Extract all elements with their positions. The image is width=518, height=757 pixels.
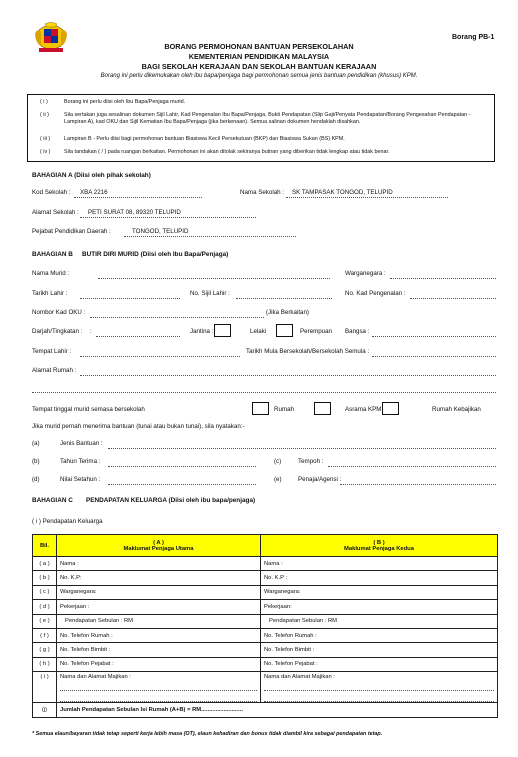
jenis-bantuan-input[interactable] xyxy=(108,448,496,449)
instructions-box: ( i ) Borang ini perlu diisi oleh Ibu Bapa/Penjaga murid. ( ii ) Sila sertakan juga sesalinan dokumen Sijil Lahir, Kad Pengenalan Ibu Bapa/Penjaga, Bukti Pendapatan (Slip Gaji/Penyata Pendapatan/Borang Pengesahan Pendapatan - Lampiran A), kad OKU dan Sijil Kematian Ibu Bapa/Penjaga (jika berkenaan). Semua salinan dokumen hendaklah disahkan. ( iii ) Lampiran B - Perlu diisi bagi permohonan bantuan Biasiswa Kecil Persekutuan (BKP) dan Biasiswa Sukan (BS) KPM. ( iv ) Sila tandakan ( / ) pada ruangan berkaitan. Permohonan ini akan ditolak sekiranya butiran yang diberikan tidak lengkap atau tidak benar. xyxy=(27,94,495,162)
perempuan-label: Perempuan xyxy=(300,328,332,335)
jenis-bantuan-label: Jenis Bantuan : xyxy=(60,440,103,447)
penaja-input[interactable] xyxy=(340,484,496,485)
penaja-label: Penaja/Agensi : xyxy=(298,476,342,483)
header-line-1: BORANG PERMOHONAN BANTUAN PERSEKOLAHAN xyxy=(164,42,354,51)
guardian-a-warganegara-field[interactable]: Warganegara: xyxy=(57,585,261,599)
guardian-b-majikan-field[interactable]: Nama dan Alamat Majikan : xyxy=(261,672,498,703)
rumah-checkbox[interactable] xyxy=(252,402,269,415)
nombor-oku-label: Nombor Kad OKU : xyxy=(32,309,86,316)
item-e-num: (e) xyxy=(274,476,282,483)
ppd-value[interactable]: TONGOD, TELUPID xyxy=(132,228,189,235)
guardian-b-tel-pejabat-field[interactable]: No. Telefon Pejabat : xyxy=(261,657,498,671)
guardian-b-nama-field[interactable]: Nama : xyxy=(261,557,498,571)
darjah-input[interactable] xyxy=(96,336,180,337)
ppd-line xyxy=(124,236,296,237)
guardian-b-pendapatan-field[interactable]: Pendapatan Sebulan : RM xyxy=(261,614,498,628)
section-b-code: BAHAGIAN B xyxy=(32,251,73,258)
tempat-lahir-label: Tempat Lahir : xyxy=(32,348,72,355)
guardian-a-kp-field[interactable]: No. K.P: xyxy=(57,571,261,585)
alamat-rumah-input-2[interactable] xyxy=(32,392,496,393)
table-row: ( f ) No. Telefon Rumah : No. Telefon Rumah : xyxy=(33,628,498,642)
no-sijil-lahir-input[interactable] xyxy=(236,298,332,299)
guardian-a-tel-rumah-field[interactable]: No. Telefon Rumah : xyxy=(57,628,261,642)
tarikh-mula-label: Tarikh Mula Bersekolah/Bersekolah Semula : xyxy=(246,348,370,355)
item-c-num: (c) xyxy=(274,458,282,465)
nama-sekolah-value[interactable]: SK TAMPASAK TONGOD, TELUPID xyxy=(292,189,393,196)
guardian-b-pekerjaan-field[interactable]: Pekerjaan: xyxy=(261,600,498,614)
jantina-label: Jantina : xyxy=(190,328,214,335)
tarikh-lahir-input[interactable] xyxy=(80,298,180,299)
table-row: (j) Jumlah Pendapatan Sebulan Isi Rumah (A+B) = RM.......................... xyxy=(33,703,498,717)
table-row: ( d ) Pekerjaan : Pekerjaan: xyxy=(33,600,498,614)
nama-sekolah-line xyxy=(286,197,448,198)
table-header-row xyxy=(33,535,498,557)
item-d-num: (d) xyxy=(32,476,40,483)
nama-sekolah-label: Nama Sekolah : xyxy=(240,189,285,196)
table-row: ( i ) Nama dan Alamat Majikan : Nama dan Alamat Majikan : xyxy=(33,672,498,703)
table-row: ( g ) No. Telefon Bimbit : No. Telefon Bimbit : xyxy=(33,643,498,657)
section-a-title: BAHAGIAN A (Diisi oleh pihak sekolah) xyxy=(32,172,151,179)
tahun-terima-input[interactable] xyxy=(108,466,256,467)
guardian-a-header: ( A ) Maklumat Penjaga Utama xyxy=(57,535,261,557)
darjah-colon: : xyxy=(90,328,92,335)
table-row: ( b ) No. K.P: No. K.P : xyxy=(33,571,498,585)
rumah-kebajikan-checkbox[interactable] xyxy=(382,402,399,415)
lelaki-checkbox[interactable] xyxy=(214,324,231,337)
item-b-num: (b) xyxy=(32,458,40,465)
warganegara-label: Warganegara : xyxy=(345,270,386,277)
alamat-sekolah-label: Alamat Sekolah : xyxy=(32,209,79,216)
guardian-a-tel-bimbit-field[interactable]: No. Telefon Bimbit : xyxy=(57,643,261,657)
guardian-a-pekerjaan-field[interactable]: Pekerjaan : xyxy=(57,600,261,614)
section-b-title: BUTIR DIRI MURID (Diisi oleh Ibu Bapa/Penjaga) xyxy=(82,251,229,258)
tarikh-mula-input[interactable] xyxy=(372,356,496,357)
tahun-terima-label: Tahun Terima : xyxy=(60,458,101,465)
table-row: ( c ) Warganegara: Warganegara: xyxy=(33,585,498,599)
section-c-code: BAHAGIAN C xyxy=(32,497,73,504)
darjah-label: Darjah/Tingkatan : xyxy=(32,328,83,335)
alamat-rumah-input-1[interactable] xyxy=(80,375,496,376)
alamat-sekolah-line xyxy=(80,217,256,218)
warganegara-input[interactable] xyxy=(390,278,496,279)
jika-berkaitan-note: (Jika Berkaitan) xyxy=(266,309,309,316)
tarikh-lahir-label: Tarikh Lahir : xyxy=(32,290,68,297)
no-sijil-lahir-label: No. Sijil Lahir : xyxy=(190,290,230,297)
alamat-sekolah-value[interactable]: PETI SURAT 08, 89320 TELUPID xyxy=(88,209,181,216)
header-line-3: BAGI SEKOLAH KERAJAAN DAN SEKOLAH BANTUAN KERAJAAN xyxy=(141,62,377,71)
tempoh-label: Tempoh : xyxy=(298,458,324,465)
bil-header: Bil. xyxy=(33,535,57,557)
header-subtitle: Borang ini perlu dikemukakan oleh ibu bapa/penjaga bagi permohonan semua jenis bantuan pendidikan (khusus) KPM. xyxy=(100,73,418,79)
alamat-rumah-label: Alamat Rumah : xyxy=(32,367,77,374)
item-a-num: (a) xyxy=(32,440,40,447)
family-income-table xyxy=(32,534,498,718)
lelaki-label: Lelaki xyxy=(250,328,267,335)
section-c-title: PENDAPATAN KELUARGA (Diisi oleh ibu bapa/penjaga) xyxy=(86,497,256,504)
nama-murid-input[interactable] xyxy=(98,278,330,279)
nilai-setahun-label: Nilai Setahun : xyxy=(60,476,101,483)
table-row: ( h ) No. Telefon Pejabat : No. Telefon Pejabat : xyxy=(33,657,498,671)
guardian-a-majikan-field[interactable]: Nama dan Alamat Majikan : xyxy=(57,672,261,703)
ppd-label: Pejabat Pendidikan Daerah : xyxy=(32,228,111,235)
no-kp-label: No. Kad Pengenalan : xyxy=(345,290,406,297)
guardian-a-nama-field[interactable]: Nama : xyxy=(57,557,261,571)
perempuan-checkbox[interactable] xyxy=(276,324,293,337)
pernah-menerima-text: Jika murid pernah menerima bantuan (tunai atau bukan tunai), sila nyatakan:- xyxy=(32,423,245,430)
nombor-oku-input[interactable] xyxy=(90,317,264,318)
bangsa-input[interactable] xyxy=(372,336,496,337)
guardian-b-kp-field[interactable]: No. K.P : xyxy=(261,571,498,585)
guardian-a-tel-pejabat-field[interactable]: No. Telefon Pejabat : xyxy=(57,657,261,671)
table-row: ( e ) Pendapatan Sebulan : RM Pendapatan Sebulan : RM xyxy=(33,614,498,628)
rumah-kebajikan-label: Rumah Kebajikan xyxy=(432,406,481,413)
kod-sekolah-label: Kod Sekolah : xyxy=(32,189,71,196)
no-kp-input[interactable] xyxy=(410,298,496,299)
form-code: Borang PB-1 xyxy=(452,34,495,41)
header-line-2: KEMENTERIAN PENDIDIKAN MALAYSIA xyxy=(188,52,330,61)
asrama-label: Asrama KPM xyxy=(345,406,382,413)
bangsa-label: Bangsa : xyxy=(345,328,370,335)
footnote: * Semua elaun/bayaran tidak tetap seperti kerja lebih masa (OT), elaun kehadiran dan bonus tidak diambil kira sebagai pendapatan tetap. xyxy=(32,731,383,737)
nilai-setahun-input[interactable] xyxy=(108,484,256,485)
guardian-b-header: ( B ) Maklumat Penjaga Kedua xyxy=(261,535,498,557)
guardian-b-tel-bimbit-field[interactable]: No. Telefon Bimbit : xyxy=(261,643,498,657)
nama-murid-label: Nama Murid : xyxy=(32,270,70,277)
asrama-checkbox[interactable] xyxy=(314,402,331,415)
tempat-lahir-input[interactable] xyxy=(80,356,240,357)
guardian-b-warganegara-field[interactable]: Warganegara: xyxy=(261,585,498,599)
rumah-label: Rumah xyxy=(274,406,294,413)
kod-sekolah-value[interactable]: XBA 2216 xyxy=(80,189,108,196)
pendapatan-keluarga-subtitle: ( i ) Pendapatan Keluarga xyxy=(32,518,103,525)
tempoh-input[interactable] xyxy=(328,466,496,467)
jumlah-pendapatan-field[interactable]: Jumlah Pendapatan Sebulan Isi Rumah (A+B) = RM.......................... xyxy=(57,703,498,717)
tempat-tinggal-label: Tempat tinggal murid semasa bersekolah xyxy=(32,406,145,413)
table-row: ( a ) Nama : Nama : xyxy=(33,557,498,571)
kod-sekolah-line xyxy=(74,197,202,198)
guardian-b-tel-rumah-field[interactable]: No. Telefon Rumah : xyxy=(261,628,498,642)
guardian-a-pendapatan-field[interactable]: Pendapatan Sebulan : RM xyxy=(57,614,261,628)
